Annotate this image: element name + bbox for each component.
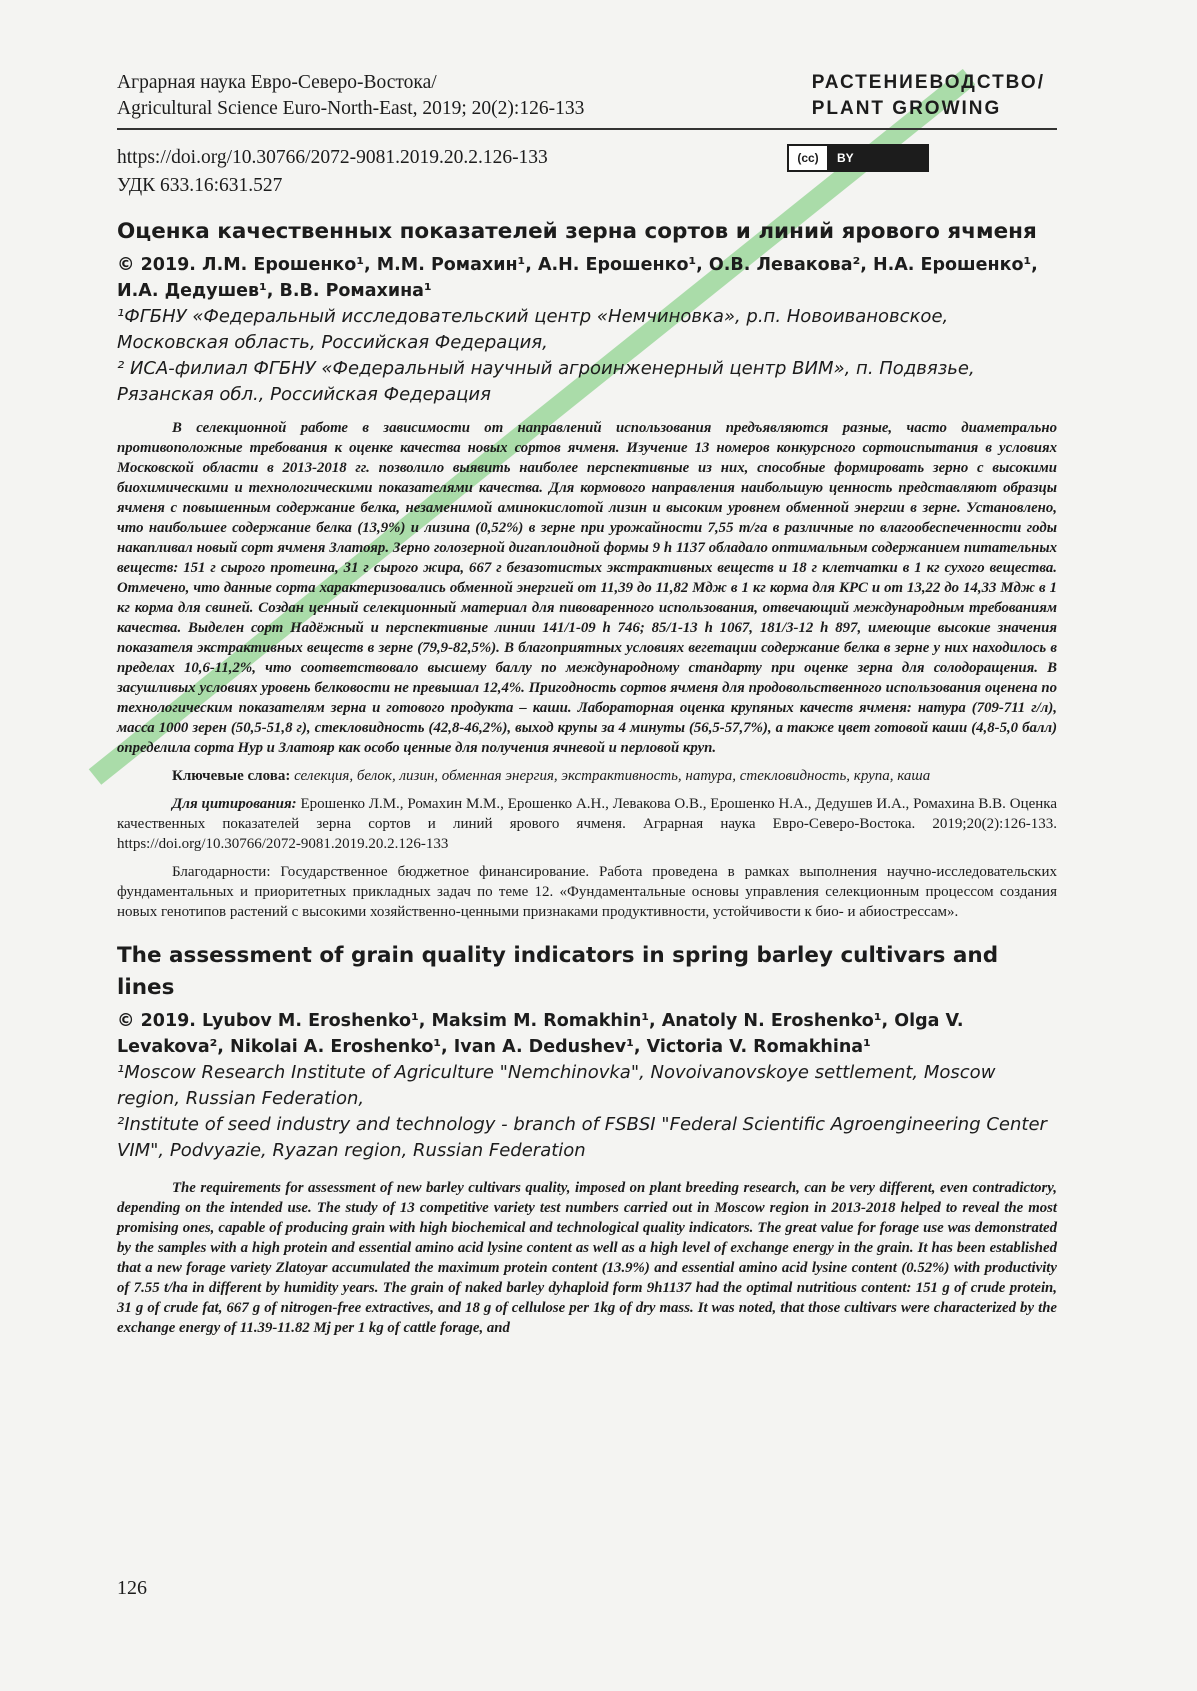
doi-block <box>117 144 1057 200</box>
journal-name <box>117 70 584 122</box>
affiliation-en-1: ¹Moscow Research Institute of Agriculture "Nemchinovka", Novoivanovskoye settlement, Moscow region, Russian Federation, <box>117 1062 996 1109</box>
affiliation-ru-1: ¹ФГБНУ «Федеральный исследовательский центр «Немчиновка», р.п. Новоивановское, Московская область, Российская Федерация, <box>117 306 949 353</box>
citation-ru <box>117 794 1057 854</box>
keywords-ru <box>117 766 1057 786</box>
abstract-ru: В селекционной работе в зависимости от направлений использования предъявляются разные, часто диаметрально противоположные требования к оценке качества новых сортов ячменя. Изучение 13 номеров конкурсного сортоиспытания в условиях Московской области в 2013-2018 гг. позволило выявить наиболее перспективные из них, способные формировать зерно с высокими биохимическими и технологическими показателями качества. Для кормового направления наибольшую ценность представляют образцы ячменя с повышенным содержание белка, незаменимой аминокислотой лизин и высоким уровнем обменной энергии в зерне. Установлено, что наибольшее содержание белка (13,9%) и лизина (0,52%) в зерне при урожайности 7,55 т/га в различные по влагообеспеченности годы накапливал новый сорт ячменя Златояр. Зерно голозерной дигаплоидной формы 9 h 1137 обладало оптимальным содержанием питательных веществ: 151 г сырого протеина, 31 г сырого жира, 667 г безазотистых экстрактивных веществ и 18 г клетчатки в 1 кг сухого вещества. Отмечено, что данные сорта характеризовались обменной энергией от 11,39 до 11,82 Мдж в 1 кг корма для КРС и от 13,22 до 14,33 Мдж в 1 кг корма для свиней. Создан ценный селекционный материал для пивоваренного использования, отвечающий международным требованиям качества. Выделен сорт Надёжный и перспективные линии 141/1-09 h 746; 85/1-13 h 1067, 181/3-12 h 897, имеющие высокие значения показателя экстрактивных веществ в зерне (79,9-82,5%). В благоприятных условиях вегетации содержание белка в зерне у них находилось в пределах 10,6-11,2%, что соответствовало высшему баллу по международному стандарту при оценке зерна для солодоращения. В засушливых условиях уровень белковости не превышал 12,4%. Пригодность сортов ячменя для продовольственного использования оценена по технологическим показателям зерна и готового продукта – каши. Лабораторная оценка крупяных качеств ячменя: натура (709-711 г/л), масса 1000 зерен (50,5-51,8 г), стекловидность (42,8-46,2%), выход крупы за 4 минуты (56,5-57,7%), а также цвет готовой каши (4,8-5,0 балл) определила сорта Нур и Златояр как особо ценные для получения ячневой и перловой круп. <box>117 420 1057 756</box>
udc-code: УДК 633.16:631.527 <box>117 175 283 196</box>
citation-text: Ерошенко Л.М., Ромахин М.М., Ерошенко А.Н., Левакова О.В., Ерошенко Н.А., Дедушев И.А., Ромахина В.В. Оценка качественных показателей зерна сортов и линий ярового ячменя. Аграрная наука Евро-Северо-Востока. 2019;20(2):126-133. https://doi.org/10.30766/2072-9081.2019.20.2.126-133 <box>117 796 1057 852</box>
section-name <box>812 70 1045 122</box>
section-name-en: PLANT GROWING <box>811 98 1002 119</box>
authors-ru: © 2019. Л.М. Ерошенко¹, М.М. Ромахин¹, А.Н. Ерошенко¹, О.В. Левакова², Н.А. Ерошенко¹, И.А. Дедушев¹, В.В. Ромахина¹ <box>117 255 1038 301</box>
affiliation-ru-2: ² ИСА-филиал ФГБНУ «Федеральный научный агроинженерный центр ВИМ», п. Подвязье, Рязанская обл., Российская Федерация <box>117 358 975 405</box>
by-icon: BY <box>829 146 927 170</box>
journal-line-en: Agricultural Science Euro-North-East, 2019; 20(2):126-133 <box>117 98 585 119</box>
page-number: 126 <box>117 1577 147 1599</box>
keywords-list: селекция, белок, лизин, обменная энергия, экстрактивность, натура, стекловидность, крупа, каша <box>294 768 931 784</box>
authors-en: © 2019. Lyubov M. Eroshenko¹, Maksim M. Romakhin¹, Anatoly N. Eroshenko¹, Olga V. Levakova², Nikolai A. Eroshenko¹, Ivan A. Dedushev¹, Victoria V. Romakhina¹ <box>117 1011 964 1057</box>
journal-line-ru: Аграрная наука Евро-Северо-Востока/ <box>117 72 437 93</box>
page-content <box>117 70 1057 1338</box>
cc-license-badge[interactable] <box>787 144 929 172</box>
keywords-label: Ключевые слова: <box>172 768 291 784</box>
citation-label: Для цитирования: <box>172 796 297 812</box>
acknowledgements-ru: Благодарности: Государственное бюджетное финансирование. Работа проведена в рамках выполнения научно-исследовательских фундаментальных и приоритетных прикладных задач по теме 12. «Фундаментальные основы управления селекционным процессом создания новых генотипов растений с высокими хозяйственно-ценными признаками продуктивности, устойчивости к био- и абиострессам». <box>117 864 1057 920</box>
doi-link[interactable]: https://doi.org/10.30766/2072-9081.2019.20.2.126-133 <box>117 147 548 168</box>
page-header <box>117 70 1057 130</box>
article-title-ru: Оценка качественных показателей зерна сортов и линий ярового ячменя <box>117 219 1037 244</box>
affiliation-en-2: ²Institute of seed industry and technology - branch of FSBSI "Federal Scientific Agroengineering Center VIM", Podvyazie, Ryazan region, Russian Federation <box>117 1114 1047 1161</box>
cc-icon: (cc) <box>789 146 829 170</box>
section-name-ru: РАСТЕНИЕВОДСТВО/ <box>811 72 1045 93</box>
article-title-en: The assessment of grain quality indicators in spring barley cultivars and lines <box>117 943 999 1000</box>
abstract-en: The requirements for assessment of new barley cultivars quality, imposed on plant breeding research, can be very different, even contradictory, depending on the intended use. The study of 13 competitive variety test numbers carried out in Moscow region in 2013-2018 helped to reveal the most promising ones, capable of producing grain with high biochemical and technological quality indicators. The great value for forage use was demonstrated by the samples with a high protein and essential amino acid lysine content as well as a high level of exchange energy in the grain. It has been established that a new forage variety Zlatoyar accumulated the maximum protein content (13.9%) and essential amino acid lysine content (0.52%) with productivity of 7.55 t/ha in different by humidity years. The grain of naked barley dyhaploid form 9h1137 had the optimal nutritious content: 151 g of crude protein, 31 g of crude fat, 667 g of nitrogen-free extractives, and 18 g of cellulose per 1kg of dry mass. It was noted, that those cultivars were characterized by the exchange energy of 11.39-11.82 Mj per 1 kg of cattle forage, and <box>117 1180 1057 1336</box>
